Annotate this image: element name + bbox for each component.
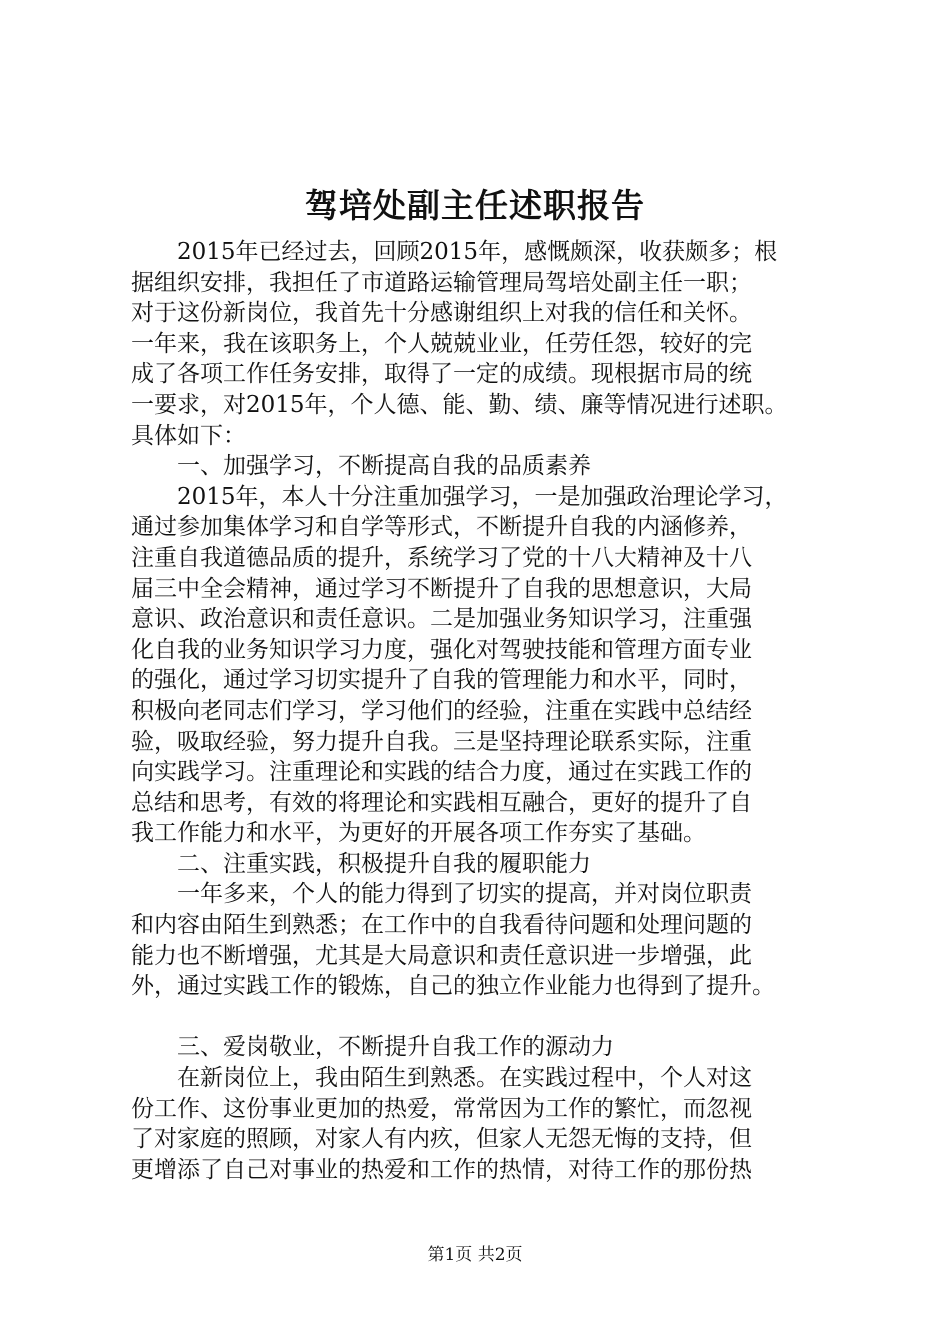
document-body xyxy=(131,237,831,1185)
paragraph-line: 据组织安排，我担任了市道路运输管理局驾培处副主任一职； xyxy=(131,269,752,296)
paragraph-line: 总结和思考，有效的将理论和实践相互融合，更好的提升了自 xyxy=(131,789,752,816)
paragraph-line: 向实践学习。注重理论和实践的结合力度，通过在实践工作的 xyxy=(131,759,752,786)
paragraph-line: 化自我的业务知识学习力度，强化对驾驶技能和管理方面专业 xyxy=(131,636,752,663)
paragraph-line: 注重自我道德品质的提升，系统学习了党的十八大精神及十八 xyxy=(131,544,752,571)
paragraph-line: 更增添了自己对事业的热爱和工作的热情，对待工作的那份热 xyxy=(131,1156,752,1183)
paragraph-line: 我工作能力和水平，为更好的开展各项工作夯实了基础。 xyxy=(131,820,706,847)
paragraph-line: 的强化，通过学习切实提升了自我的管理能力和水平，同时， xyxy=(131,667,752,694)
page-number-footer: 第1页 共2页 xyxy=(427,1245,523,1265)
paragraph-line: 对于这份新岗位，我首先十分感谢组织上对我的信任和关怀。 xyxy=(131,300,752,327)
paragraph-line: 意识、政治意识和责任意识。二是加强业务知识学习，注重强 xyxy=(131,606,752,633)
blank-line xyxy=(131,1002,831,1033)
paragraph-line: 2015年已经过去，回顾2015年，感慨颇深，收获颇多；根 xyxy=(177,239,778,265)
section-heading: 一、加强学习，不断提高自我的品质素养 xyxy=(177,453,591,480)
paragraph-line: 能力也不断增强，尤其是大局意识和责任意识进一步增强，此 xyxy=(131,942,752,969)
paragraph-line: 和内容由陌生到熟悉；在工作中的自我看待问题和处理问题的 xyxy=(131,912,752,939)
paragraph-line: 一年来，我在该职务上，个人兢兢业业，任劳任怨，较好的完 xyxy=(131,330,752,357)
paragraph-line: 积极向老同志们学习，学习他们的经验，注重在实践中总结经 xyxy=(131,697,752,724)
paragraph-line: 成了各项工作任务安排，取得了一定的成绩。现根据市局的统 xyxy=(131,361,752,388)
paragraph-line: 一年多来，个人的能力得到了切实的提高，并对岗位职责 xyxy=(177,881,752,908)
section-heading: 三、爱岗敬业，不断提升自我工作的源动力 xyxy=(177,1034,614,1061)
paragraph-line: 了对家庭的照顾，对家人有内疚，但家人无怨无悔的支持，但 xyxy=(131,1126,752,1153)
paragraph-line: 验，吸取经验，努力提升自我。三是坚持理论联系实际，注重 xyxy=(131,728,752,755)
paragraph-line: 一要求，对2015年，个人德、能、勤、绩、廉等情况进行述职。 xyxy=(131,391,788,418)
paragraph-line: 具体如下： xyxy=(131,422,246,449)
paragraph-line: 外，通过实践工作的锻炼，自己的独立作业能力也得到了提升。 xyxy=(131,973,775,1000)
paragraph-line: 届三中全会精神，通过学习不断提升了自我的思想意识，大局 xyxy=(131,575,752,602)
section-heading: 二、注重实践，积极提升自我的履职能力 xyxy=(177,850,591,877)
document-title: 驾培处副主任述职报告 xyxy=(305,186,645,225)
paragraph-line: 份工作、这份事业更加的热爱，常常因为工作的繁忙，而忽视 xyxy=(131,1095,752,1122)
paragraph-line: 2015年，本人十分注重加强学习，一是加强政治理论学习， xyxy=(177,483,788,510)
paragraph-line: 通过参加集体学习和自学等形式，不断提升自我的内涵修养， xyxy=(131,514,752,541)
paragraph-line: 在新岗位上，我由陌生到熟悉。在实践过程中，个人对这 xyxy=(177,1065,752,1092)
